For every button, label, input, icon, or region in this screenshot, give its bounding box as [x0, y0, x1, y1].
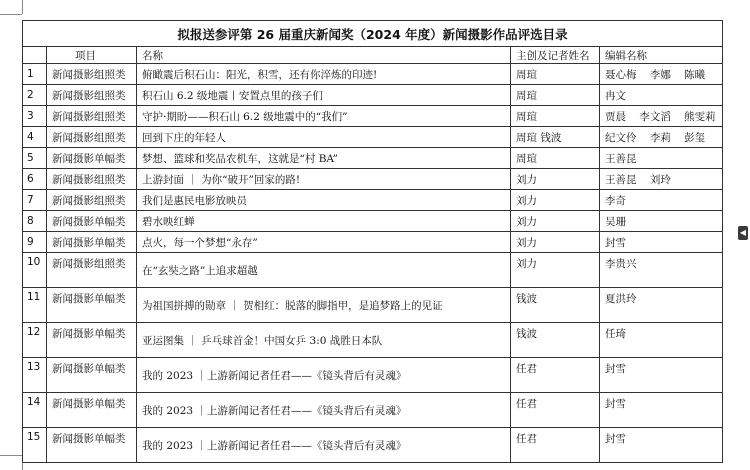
row-editor: 夏洪玲: [600, 288, 723, 323]
row-author: 钱波: [511, 323, 600, 358]
row-item: 新闻摄影单幅类: [47, 428, 137, 463]
row-name: 守护·期盼——积石山 6.2 级地震中的“我们”: [137, 106, 511, 127]
row-number: 1: [23, 64, 47, 85]
row-item: 新闻摄影单幅类: [47, 232, 137, 253]
crop-mark-top-left-horizontal: [0, 14, 22, 15]
row-author: 刘力: [511, 232, 600, 253]
header-author: 主创及记者姓名: [511, 47, 600, 64]
row-author: 周瑄 钱波: [511, 127, 600, 148]
row-name: 我的 2023 ｜上游新闻记者任君——《镜头背后有灵魂》: [137, 358, 511, 393]
table-row: [23, 323, 723, 358]
row-number: 10: [23, 253, 47, 288]
row-author: 刘力: [511, 190, 600, 211]
table-row: [23, 232, 723, 253]
row-item: 新闻摄影组照类: [47, 106, 137, 127]
row-editor: 吴珊: [600, 211, 723, 232]
row-author: 刘力: [511, 169, 600, 190]
row-author: 钱波: [511, 288, 600, 323]
row-author: 周瑄: [511, 148, 600, 169]
row-number: 3: [23, 106, 47, 127]
row-name: 俯瞰震后积石山：阳光，积雪，还有你淬炼的印迹!: [137, 64, 511, 85]
row-item: 新闻摄影组照类: [47, 127, 137, 148]
row-item: 新闻摄影组照类: [47, 253, 137, 288]
row-name: 上游封面 ｜ 为你“破开”回家的路!: [137, 169, 511, 190]
row-editor: 封雪: [600, 428, 723, 463]
row-editor: 任琦: [600, 323, 723, 358]
row-item: 新闻摄影组照类: [47, 64, 137, 85]
table-row: [23, 148, 723, 169]
row-item: 新闻摄影组照类: [47, 85, 137, 106]
row-author: 刘力: [511, 253, 600, 288]
row-name: 碧水映红蝉: [137, 211, 511, 232]
row-item: 新闻摄影单幅类: [47, 211, 137, 232]
row-name: 我们是惠民电影放映员: [137, 190, 511, 211]
table-row: [23, 85, 723, 106]
row-item: 新闻摄影单幅类: [47, 323, 137, 358]
row-item: 新闻摄影单幅类: [47, 148, 137, 169]
row-name: 积石山 6.2 级地震丨安置点里的孩子们: [137, 85, 511, 106]
table-header-row: [23, 47, 723, 64]
row-author: 任君: [511, 393, 600, 428]
row-number: 15: [23, 428, 47, 463]
table-row: [23, 190, 723, 211]
row-editor: 贾晨 李文滔 熊雯莉: [600, 106, 723, 127]
row-name: 为祖国拼搏的勋章 ｜ 贺相红：脱落的脚指甲，是追梦路上的见证: [137, 288, 511, 323]
row-editor: 封雪: [600, 358, 723, 393]
row-name: 点火，每一个梦想“永存”: [137, 232, 511, 253]
row-item: 新闻摄影单幅类: [47, 393, 137, 428]
header-editor: 编辑名称: [600, 47, 723, 64]
row-author: 周瑄: [511, 64, 600, 85]
row-editor: 封雪: [600, 393, 723, 428]
row-name: 我的 2023 ｜上游新闻记者任君——《镜头背后有灵魂》: [137, 428, 511, 463]
row-number: 9: [23, 232, 47, 253]
crop-mark-bottom-left-horizontal: [0, 455, 22, 456]
row-item: 新闻摄影单幅类: [47, 288, 137, 323]
row-editor: 聂心梅 李娜 陈曦: [600, 64, 723, 85]
table-row: [23, 358, 723, 393]
row-item: 新闻摄影组照类: [47, 190, 137, 211]
row-author: 任君: [511, 358, 600, 393]
row-number: 7: [23, 190, 47, 211]
header-name: 名称: [137, 47, 511, 64]
header-item: 项目: [47, 47, 137, 64]
table-title: 拟报送参评第 26 届重庆新闻奖（2024 年度）新闻摄影作品评选目录: [23, 21, 723, 47]
row-number: 6: [23, 169, 47, 190]
table-row: [23, 64, 723, 85]
row-item: 新闻摄影组照类: [47, 169, 137, 190]
row-editor: 王善昆: [600, 148, 723, 169]
table-row: [23, 106, 723, 127]
table-row: [23, 211, 723, 232]
row-number: 12: [23, 323, 47, 358]
row-name: 在“玄奘之路”上追求超越: [137, 253, 511, 288]
catalog-table: [22, 20, 723, 463]
row-item: 新闻摄影单幅类: [47, 358, 137, 393]
table-row: [23, 253, 723, 288]
header-number: [23, 47, 47, 64]
row-number: 14: [23, 393, 47, 428]
row-number: 5: [23, 148, 47, 169]
row-editor: 王善昆 刘玲: [600, 169, 723, 190]
row-name: 回到下庄的年轻人: [137, 127, 511, 148]
row-number: 8: [23, 211, 47, 232]
row-number: 11: [23, 288, 47, 323]
table-row: [23, 288, 723, 323]
table-row: [23, 428, 723, 463]
scroll-handle-icon[interactable]: ◀: [738, 226, 748, 240]
table-row: [23, 393, 723, 428]
table-row: [23, 127, 723, 148]
table-row: [23, 169, 723, 190]
row-name: 我的 2023 ｜上游新闻记者任君——《镜头背后有灵魂》: [137, 393, 511, 428]
row-author: 任君: [511, 428, 600, 463]
row-name: 梦想、篮球和奖品农机车，这就是“村 BA”: [137, 148, 511, 169]
row-number: 4: [23, 127, 47, 148]
row-editor: 冉文: [600, 85, 723, 106]
row-author: 刘力: [511, 211, 600, 232]
row-editor: 纪文伶 李莉 彭玺: [600, 127, 723, 148]
row-name: 亚运图集 ｜ 乒乓球首金！中国女乒 3:0 战胜日本队: [137, 323, 511, 358]
row-number: 2: [23, 85, 47, 106]
row-author: 周瑄: [511, 85, 600, 106]
crop-mark-top-left-vertical: [22, 0, 23, 14]
row-editor: 李贵兴: [600, 253, 723, 288]
row-editor: 李奇: [600, 190, 723, 211]
row-editor: 封雪: [600, 232, 723, 253]
row-author: 周瑄: [511, 106, 600, 127]
row-number: 13: [23, 358, 47, 393]
